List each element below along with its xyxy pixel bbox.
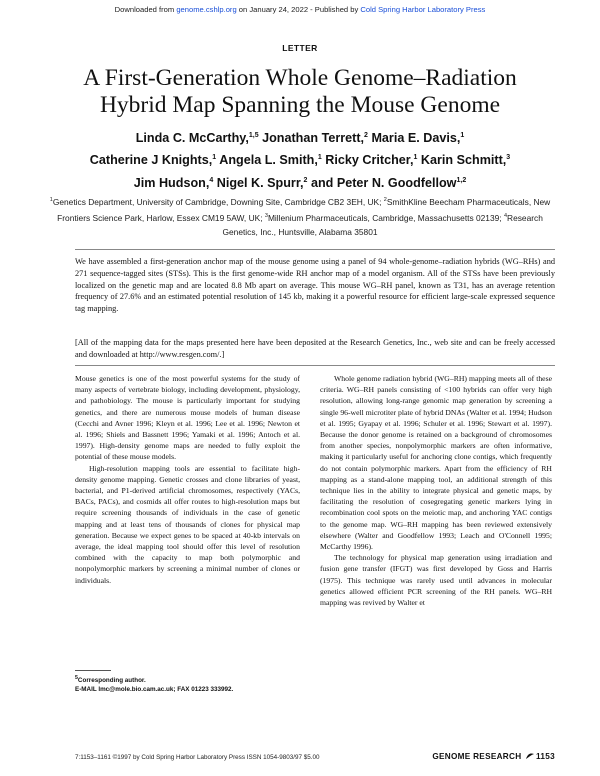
author: Linda C. McCarthy,$^{1,5}$ xyxy=(135,131,259,146)
corresponding-author-footnote: $^5$Corresponding author. E-MAIL lmc@mole.bio.cam.ac.uk; FAX 01223 333992. xyxy=(75,675,234,694)
author: Nigel K. Spurr,$^2$ xyxy=(216,175,308,190)
article-title xyxy=(40,65,560,119)
author: and Peter N. Goodfellow$^{1,2}$ xyxy=(310,175,467,190)
author: Maria E. Davis,$^1$ xyxy=(371,131,465,146)
publisher-link[interactable]: Cold Spring Harbor Laboratory Press xyxy=(360,5,486,14)
paragraph: Whole genome radiation hybrid (WG–RH) mapping meets all of these criteria. WG–RH panels consisting of <100 hybrids can offer very high resolution, allowing long-range genomic map generation by screening a single 96-well microtiter plate of hybrid DNAs (Walter et al. 1994; Hudson et al. 1995; Gyapay et al. 1996; Schuler et al. 1996; Stewart et al. 1997). Because the donor genome is retained on a background of chromosomes from another species, nonpolymorphic markers are often informative, making it particularly useful for anchoring clone contigs, which frequently do not contain polymorphic markers. Apart from the efficiency of RH mapping as a stand-alone mapping tool, an additional strength of this technique lies in the ability to integrate physical and genetic maps, by facilitating the resolution of cosegregating genetic markers lying in recombination cool spots on the meiotic map, and anchoring YAC contigs to the genome map. WG–RH mapping has been reviewed extensively elsewhere (Walter and Goodfellow 1993; Leach and O'Connell 1995; McCarthy 1996). xyxy=(320,374,552,552)
journal-footer xyxy=(430,752,555,761)
paragraph: The technology for physical map generation using irradiation and fusion gene transfer (IFGT) was first developed by Goss and Harris (1975). This technique was rarely used until advances in molecular genetics allowed efficient PCR screening of the RH panels. WG–RH mapping was revived by Walter et xyxy=(320,553,552,608)
citation-footer: 7:1153–1161 ©1997 by Cold Spring Harbor Laboratory Press ISSN 1054-9803/97 $5.00 xyxy=(75,754,320,761)
footnote-rule xyxy=(75,670,111,671)
author: Catherine J Knights,$^1$ xyxy=(89,153,217,168)
author: Jonathan Terrett,$^2$ xyxy=(262,131,368,146)
abstract: We have assembled a first-generation anchor map of the mouse genome using a panel of 94 whole-genome–radiation hybrids (WG–RHs) and 271 sequence-tagged sites (STSs). This is the first genome-wide RH anchor map of a model organism. All of the STSs have been previously localized on the genetic map and are located 8.8 Mb apart on average. This mouse WG–RH panel, known as T31, has an average retention frequency of 27.6% and an estimated potential resolution of 145 kb, making it a powerful resource for efficient large-scale expressed sequence tag mapping. xyxy=(75,257,555,314)
download-site-link[interactable]: genome.cshlp.org xyxy=(176,5,237,14)
abstract-top-rule xyxy=(75,249,555,250)
download-middle: on January 24, 2022 - Published by xyxy=(236,5,361,14)
author: Karin Schmitt,$^3$ xyxy=(420,153,511,168)
author: Ricky Critcher,$^1$ xyxy=(325,153,418,168)
download-prefix: Downloaded from xyxy=(114,5,177,14)
body-column-right xyxy=(320,373,552,608)
paragraph: High-resolution mapping tools are essential to facilitate high-density genome mapping. Genetic crosses and clone libraries of yeast, bacterial, and P1-derived artificial chromosomes, respectively (YACs, BACs, PACs), and cosmids all offer routes to high-resolution maps but require screening thousands of individuals in the case of genetic mapping and at least tens of thousands of clones for physical map generation. Because we expect genes to be spaced at 40-kb intervals on average, the ideal mapping tool should offer this level of resolution combined with the capacity to map both polymorphic and nonpolymorphic markers by screening a minimal number of clones or individuals. xyxy=(75,463,300,585)
data-availability-note: [All of the mapping data for the maps presented here have been deposited at the Research Genetics, Inc., web site and can be freely accessed and downloaded at http://www.resgen.com/.] xyxy=(75,338,555,359)
download-banner xyxy=(0,5,600,14)
author: Jim Hudson,$^4$ xyxy=(133,175,214,190)
section-label: LETTER xyxy=(282,43,318,53)
title-line-1: A First-Generation Whole Genome–Radiation xyxy=(83,65,517,91)
journal-logo-icon xyxy=(525,752,535,760)
contact-email: E-MAIL lmc@mole.bio.cam.ac.uk; FAX 01223 333992. xyxy=(75,686,234,694)
body-column-left xyxy=(75,373,300,586)
paragraph: Mouse genetics is one of the most powerful systems for the study of many aspects of vertebrate biology, including development, physiology, and pathobiology. The mouse is particularly important for studying genetics, and there are numerous mouse models of human disease (Cecchi and Avner 1996; Kleyn et al. 1996; Lee et al. 1996; Newton et al. 1996; Shiels and Bassnett 1996; Yamaki et al. 1996; Antoch et al. 1997). High-density genome maps are needed to fully exploit the potential of these mouse models. xyxy=(75,374,300,462)
page-number: 1153 xyxy=(536,752,555,761)
affiliations: $^1$Genetics Department, University of Cambridge, Downing Site, Cambridge CB2 3EH, UK; $^2$SmithKline Beecham Pharmaceuticals, New Frontiers Science Park, Harlow, Essex CM19 5AW, UK; $^3$Millenium Pharmaceuticals, Cambridge, Massachusetts 02139; $^4$Research Genetics, Inc., Huntsville, Alabama 35801 xyxy=(49,196,551,237)
title-line-2: Hybrid Map Spanning the Mouse Genome xyxy=(99,92,501,118)
abstract-bottom-rule xyxy=(75,365,555,366)
author-list xyxy=(30,126,570,193)
author: Angela L. Smith,$^1$ xyxy=(219,153,322,168)
journal-name: GENOME RESEARCH xyxy=(432,752,522,761)
